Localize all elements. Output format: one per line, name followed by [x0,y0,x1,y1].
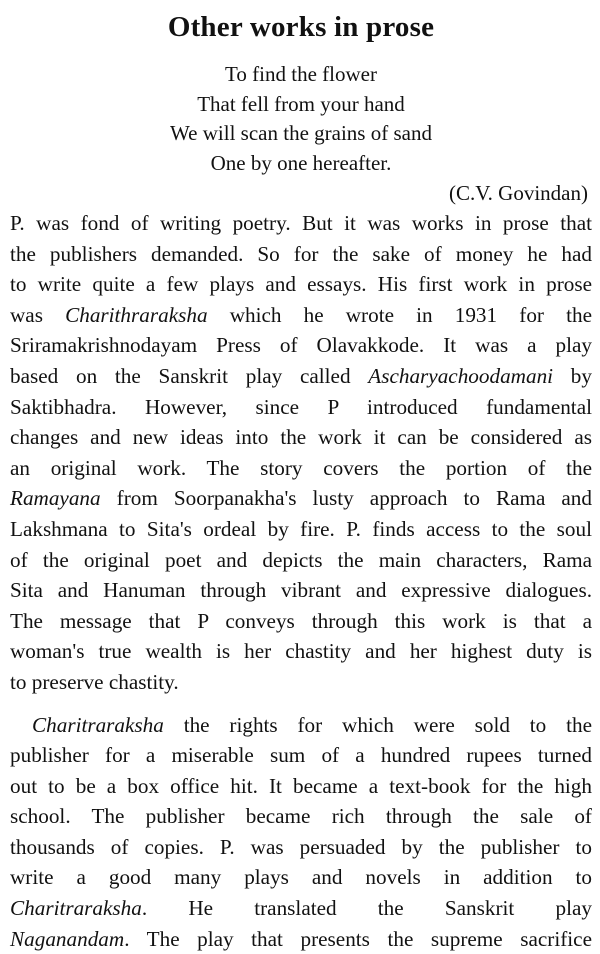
text-line: The message that P conveys through this work is that a [10,606,592,637]
text-run: by [553,364,592,388]
text-line: Sita and Hanuman through vibrant and expressive dialogues. [10,575,592,606]
text-line [10,710,592,741]
text-run: based on the Sanskrit play called [10,364,368,388]
epigraph-line: We will scan the grains of sand [10,119,592,149]
text-line [10,924,592,954]
text-line: out to be a box office hit. It became a text-book for the high [10,771,592,802]
text-run: which he wrote in 1931 for the [208,303,592,327]
text-line [10,893,592,924]
epigraph-line: That fell from your hand [10,90,592,120]
epigraph [10,60,592,178]
epigraph-attribution: (C.V. Govindan) [10,178,588,208]
work-title: Ascharyachoodamani [368,364,553,388]
text-line: woman's true wealth is her chastity and her highest duty is [10,636,592,667]
text-line: Sriramakrishnodayam Press of Olavakkode. It was a play [10,330,592,361]
text-line: to preserve chastity. [10,667,592,698]
text-line [10,300,592,331]
text-line: Saktibhadra. However, since P introduced fundamental [10,392,592,423]
text-line [10,361,592,392]
body-paragraph-2 [10,710,592,954]
epigraph-line: To find the flower [10,60,592,90]
epigraph-line: One by one hereafter. [10,149,592,179]
text-run: the rights for which were sold to the [164,713,592,737]
work-title: Ramayana [10,486,101,510]
text-run: . He translated the Sanskrit play [142,896,592,920]
text-line: write a good many plays and novels in addition to [10,862,592,893]
text-line: publisher for a miserable sum of a hundred rupees turned [10,740,592,771]
page-title: Other works in prose [10,0,592,46]
work-title: Charithraraksha [65,303,207,327]
text-line: to write quite a few plays and essays. His first work in prose [10,269,592,300]
text-line: school. The publisher became rich through the sale of [10,801,592,832]
text-line [10,483,592,514]
work-title: Charitraraksha [32,713,164,737]
body-paragraph-1 [10,208,592,698]
text-line: changes and new ideas into the work it can be considered as [10,422,592,453]
work-title: Naganandam [10,927,124,951]
text-line: P. was fond of writing poetry. But it was works in prose that [10,208,592,239]
text-line: Lakshmana to Sita's ordeal by fire. P. finds access to the soul [10,514,592,545]
text-run: was [10,303,65,327]
text-run: . The play that presents the supreme sacrifice [124,927,592,951]
text-line: of the original poet and depicts the main characters, Rama [10,545,592,576]
text-run: from Soorpanakha's lusty approach to Rama and [101,486,592,510]
text-line: thousands of copies. P. was persuaded by the publisher to [10,832,592,863]
work-title: Charitraraksha [10,896,142,920]
text-line: the publishers demanded. So for the sake of money he had [10,239,592,270]
text-line: an original work. The story covers the portion of the [10,453,592,484]
